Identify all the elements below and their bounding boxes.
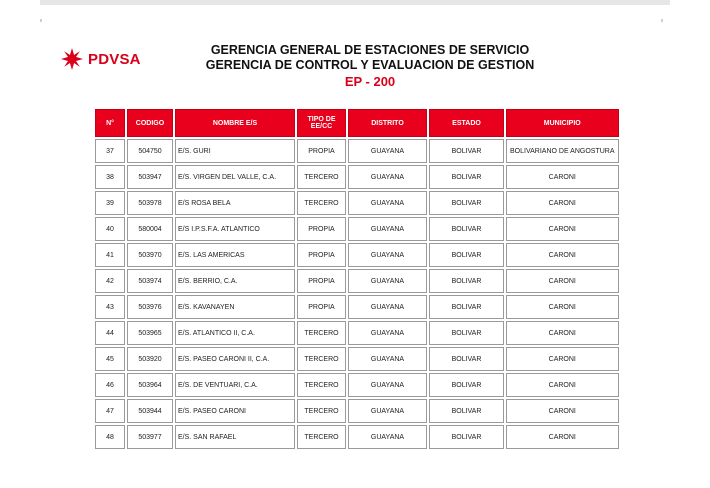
column-header-type: TIPO DE EE/CC — [297, 109, 346, 137]
cell-code: 503944 — [127, 399, 173, 423]
cell-code: 503977 — [127, 425, 173, 449]
cell-number: 37 — [95, 139, 125, 163]
cell-state: BOLIVAR — [429, 373, 504, 397]
cell-number: 45 — [95, 347, 125, 371]
cell-code: 503976 — [127, 295, 173, 319]
stations-table — [93, 107, 621, 451]
column-header-code: CODIGO — [127, 109, 173, 137]
column-header-district: DISTRITO — [348, 109, 427, 137]
cell-type: TERCERO — [297, 373, 346, 397]
cell-number: 47 — [95, 399, 125, 423]
cell-station-name: E/S. SAN RAFAEL — [175, 425, 295, 449]
cell-type: TERCERO — [297, 321, 346, 345]
table-row — [95, 165, 619, 189]
cell-station-name: E/S. DE VENTUARI, C.A. — [175, 373, 295, 397]
cell-number: 41 — [95, 243, 125, 267]
table-row — [95, 425, 619, 449]
cell-municipality: CARONI — [506, 373, 619, 397]
pdvsa-emblem-icon — [60, 47, 84, 71]
table-row — [95, 139, 619, 163]
column-header-state: ESTADO — [429, 109, 504, 137]
pdvsa-logo — [60, 42, 141, 76]
cell-municipality: CARONI — [506, 165, 619, 189]
cell-station-name: E/S ROSA BELA — [175, 191, 295, 215]
cell-code: 504750 — [127, 139, 173, 163]
cell-type: PROPIA — [297, 217, 346, 241]
cell-municipality: CARONI — [506, 321, 619, 345]
cell-district: GUAYANA — [348, 165, 427, 189]
cell-district: GUAYANA — [348, 373, 427, 397]
cell-type: TERCERO — [297, 191, 346, 215]
cell-station-name: E/S I.P.S.F.A. ATLANTICO — [175, 217, 295, 241]
cell-number: 42 — [95, 269, 125, 293]
table-header-row — [95, 109, 619, 137]
cell-district: GUAYANA — [348, 243, 427, 267]
cell-district: GUAYANA — [348, 321, 427, 345]
cell-municipality: CARONI — [506, 399, 619, 423]
cell-code: 503964 — [127, 373, 173, 397]
cell-state: BOLIVAR — [429, 321, 504, 345]
report-title-line-2: GERENCIA DE CONTROL Y EVALUACION DE GESTION — [205, 58, 535, 72]
cell-municipality: CARONI — [506, 269, 619, 293]
cell-type: TERCERO — [297, 165, 346, 189]
cell-state: BOLIVAR — [429, 191, 504, 215]
corner-mark-left — [40, 19, 42, 22]
cell-district: GUAYANA — [348, 191, 427, 215]
cell-station-name: E/S. PASEO CARONI — [175, 399, 295, 423]
logo-wordmark: PDVSA — [88, 50, 141, 68]
cell-station-name: E/S. VIRGEN DEL VALLE, C.A. — [175, 165, 295, 189]
cell-state: BOLIVAR — [429, 347, 504, 371]
cell-code: 503970 — [127, 243, 173, 267]
cell-station-name: E/S. KAVANAYEN — [175, 295, 295, 319]
cell-district: GUAYANA — [348, 425, 427, 449]
cell-state: BOLIVAR — [429, 243, 504, 267]
cell-type: PROPIA — [297, 139, 346, 163]
cell-district: GUAYANA — [348, 347, 427, 371]
cell-municipality: BOLIVARIANO DE ANGOSTURA — [506, 139, 619, 163]
cell-municipality: CARONI — [506, 425, 619, 449]
cell-district: GUAYANA — [348, 139, 427, 163]
cell-code: 503974 — [127, 269, 173, 293]
cell-code: 580004 — [127, 217, 173, 241]
cell-type: PROPIA — [297, 269, 346, 293]
top-border — [40, 0, 670, 5]
table-row — [95, 373, 619, 397]
cell-state: BOLIVAR — [429, 139, 504, 163]
column-header-name: NOMBRE E/S — [175, 109, 295, 137]
cell-type: PROPIA — [297, 243, 346, 267]
table-row — [95, 243, 619, 267]
cell-state: BOLIVAR — [429, 165, 504, 189]
cell-station-name: E/S. GURI — [175, 139, 295, 163]
cell-type: TERCERO — [297, 425, 346, 449]
cell-number: 48 — [95, 425, 125, 449]
cell-municipality: CARONI — [506, 295, 619, 319]
cell-number: 46 — [95, 373, 125, 397]
cell-type: PROPIA — [297, 295, 346, 319]
report-code: EP - 200 — [344, 74, 396, 89]
cell-number: 43 — [95, 295, 125, 319]
cell-state: BOLIVAR — [429, 425, 504, 449]
table-row — [95, 295, 619, 319]
cell-station-name: E/S. ATLANTICO II, C.A. — [175, 321, 295, 345]
cell-station-name: E/S. BERRIO, C.A. — [175, 269, 295, 293]
cell-station-name: E/S. LAS AMERICAS — [175, 243, 295, 267]
cell-district: GUAYANA — [348, 217, 427, 241]
cell-number: 39 — [95, 191, 125, 215]
cell-code: 503947 — [127, 165, 173, 189]
cell-type: TERCERO — [297, 399, 346, 423]
cell-number: 38 — [95, 165, 125, 189]
column-header-municipality: MUNICIPIO — [506, 109, 619, 137]
cell-station-name: E/S. PASEO CARONI II, C.A. — [175, 347, 295, 371]
table-row — [95, 321, 619, 345]
cell-code: 503920 — [127, 347, 173, 371]
cell-state: BOLIVAR — [429, 295, 504, 319]
table-row — [95, 191, 619, 215]
cell-code: 503965 — [127, 321, 173, 345]
cell-code: 503978 — [127, 191, 173, 215]
cell-number: 44 — [95, 321, 125, 345]
table-row — [95, 269, 619, 293]
cell-municipality: CARONI — [506, 217, 619, 241]
cell-district: GUAYANA — [348, 399, 427, 423]
cell-municipality: CARONI — [506, 347, 619, 371]
report-title-line-1: GERENCIA GENERAL DE ESTACIONES DE SERVICIO — [210, 43, 530, 57]
column-header-number: N° — [95, 109, 125, 137]
cell-district: GUAYANA — [348, 295, 427, 319]
cell-state: BOLIVAR — [429, 217, 504, 241]
cell-state: BOLIVAR — [429, 269, 504, 293]
cell-type: TERCERO — [297, 347, 346, 371]
table-row — [95, 347, 619, 371]
table-row — [95, 399, 619, 423]
cell-number: 40 — [95, 217, 125, 241]
cell-municipality: CARONI — [506, 191, 619, 215]
corner-mark-right — [661, 19, 663, 22]
cell-state: BOLIVAR — [429, 399, 504, 423]
cell-district: GUAYANA — [348, 269, 427, 293]
table-body — [95, 139, 619, 449]
cell-municipality: CARONI — [506, 243, 619, 267]
table-row — [95, 217, 619, 241]
